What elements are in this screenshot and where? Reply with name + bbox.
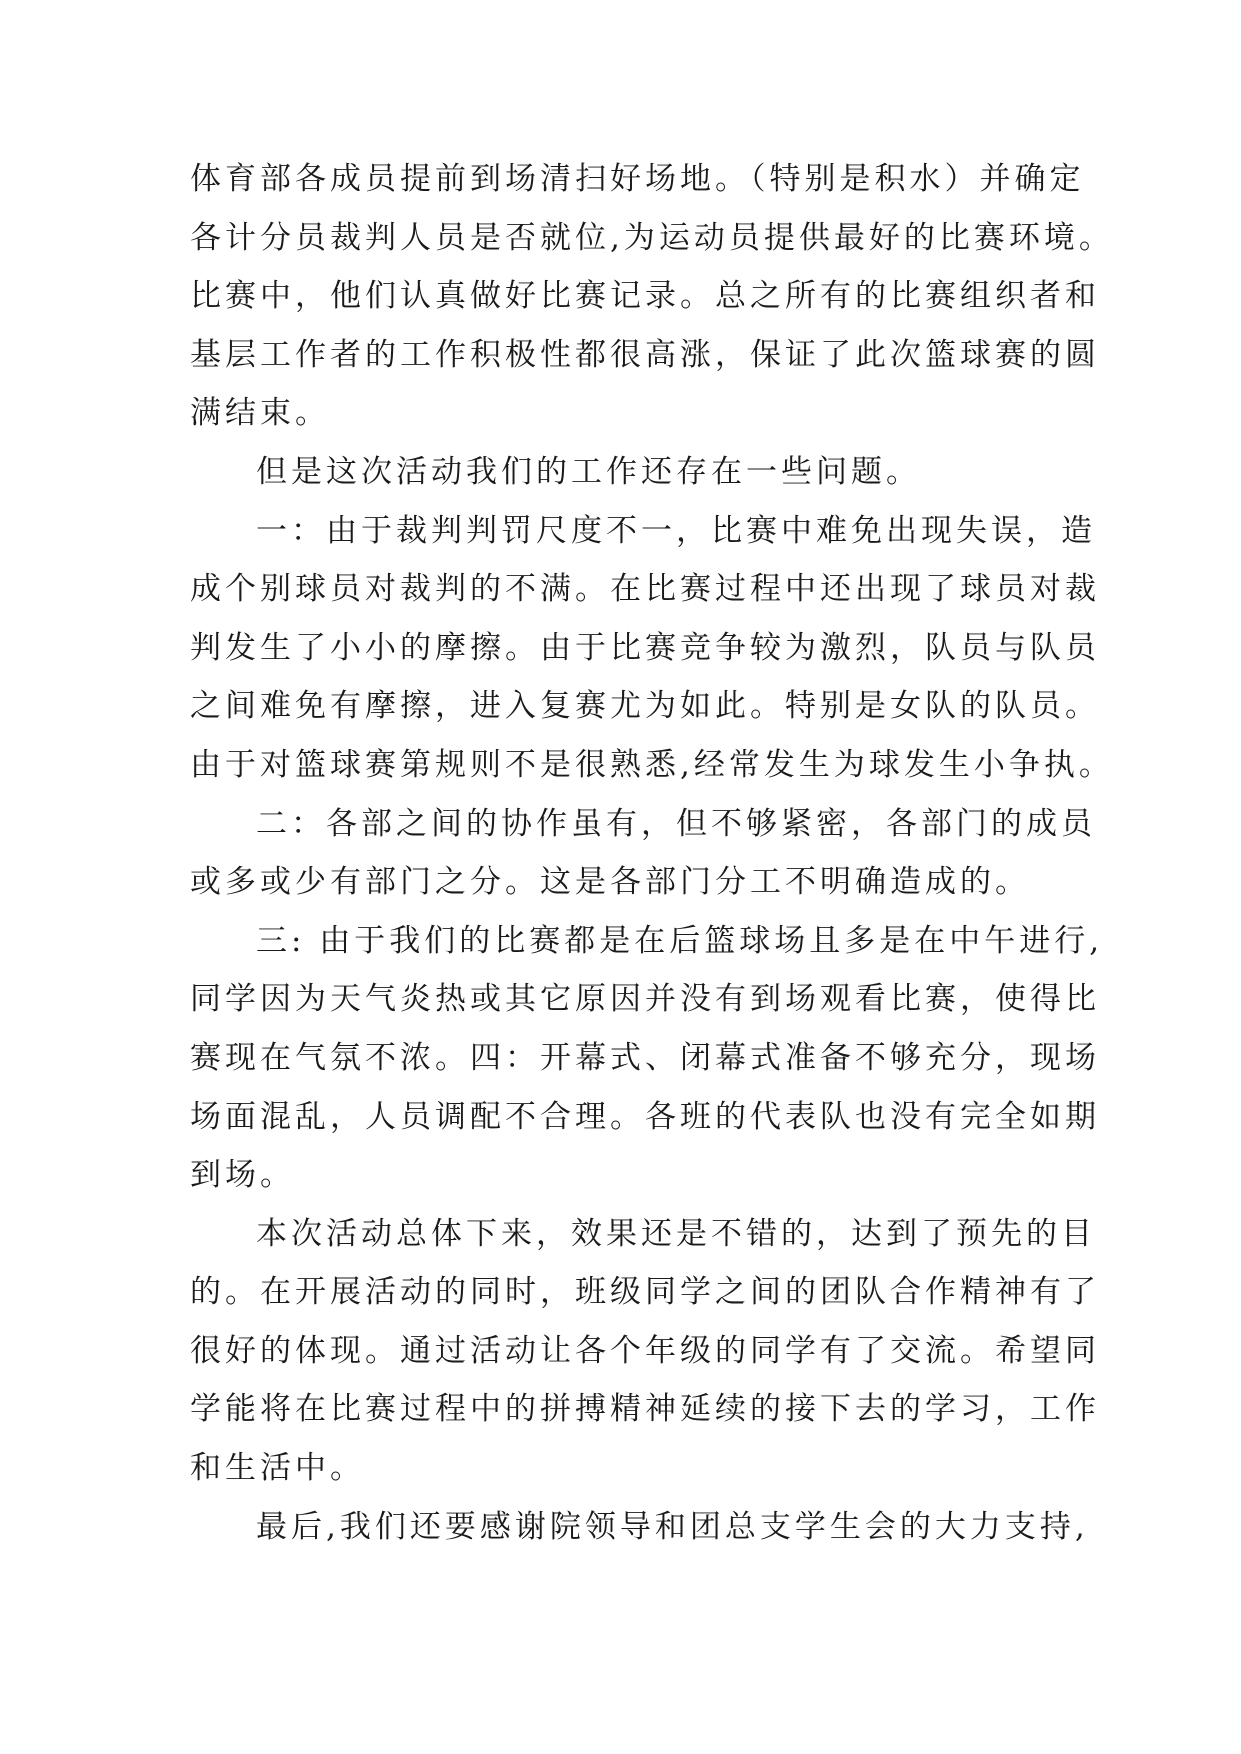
text-line: 各计分员裁判人员是否就位,为运动员提供最好的比赛环境。 — [190, 219, 1114, 256]
text-line: 同学因为天气炎热或其它原因并没有到场观看比赛，使得比 — [190, 981, 1100, 1018]
text-line: 体育部各成员提前到场清扫好场地。（特别是积水）并确定 — [190, 161, 1085, 197]
text-line: 赛现在气氛不浓。四：开幕式、闭幕式准备不够充分，现场 — [190, 1039, 1100, 1076]
text-line: 判发生了小小的摩擦。由于比赛竞争较为激烈，队员与队员 — [190, 629, 1100, 666]
text-line: 场面混乱，人员调配不合理。各班的代表队也没有完全如期 — [190, 1098, 1100, 1135]
text-line: 三: 由于我们的比赛都是在后篮球场且多是在中午进行, — [256, 922, 1104, 959]
text-line: 和生活中。 — [190, 1450, 365, 1487]
text-line: 二：各部之间的协作虽有，但不够紧密，各部门的成员 — [256, 805, 1096, 842]
text-line: 最后,我们还要感谢院领导和团总支学生会的大力支持, — [256, 1508, 1089, 1545]
text-line: 学能将在比赛过程中的拼搏精神延续的接下去的学习，工作 — [190, 1391, 1100, 1428]
body-text — [190, 150, 1114, 1556]
text-line: 但是这次活动我们的工作还存在一些问题。 — [256, 453, 921, 490]
text-line: 或多或少有部门之分。这是各部门分工不明确造成的。 — [190, 864, 1030, 901]
text-line: 之间难免有摩擦，进入复赛尤为如此。特别是女队的队员。 — [190, 688, 1100, 725]
text-line: 到场。 — [190, 1157, 295, 1194]
text-line: 满结束。 — [190, 395, 330, 432]
text-line: 本次活动总体下来，效果还是不错的，达到了预先的目 — [256, 1215, 1096, 1252]
text-line: 成个别球员对裁判的不满。在比赛过程中还出现了球员对裁 — [190, 571, 1100, 608]
text-line: 基层工作者的工作积极性都很高涨，保证了此次篮球赛的圆 — [190, 336, 1100, 373]
text-line: 很好的体现。通过活动让各个年级的同学有了交流。希望同 — [190, 1332, 1100, 1369]
text-line: 由于对篮球赛第规则不是很熟悉,经常发生为球发生小争执。 — [190, 746, 1114, 783]
text-line: 一：由于裁判判罚尺度不一，比赛中难免出现失误，造 — [256, 512, 1096, 549]
text-line: 的。在开展活动的同时，班级同学之间的团队合作精神有了 — [190, 1274, 1100, 1311]
text-line: 比赛中，他们认真做好比赛记录。总之所有的比赛组织者和 — [190, 278, 1100, 315]
